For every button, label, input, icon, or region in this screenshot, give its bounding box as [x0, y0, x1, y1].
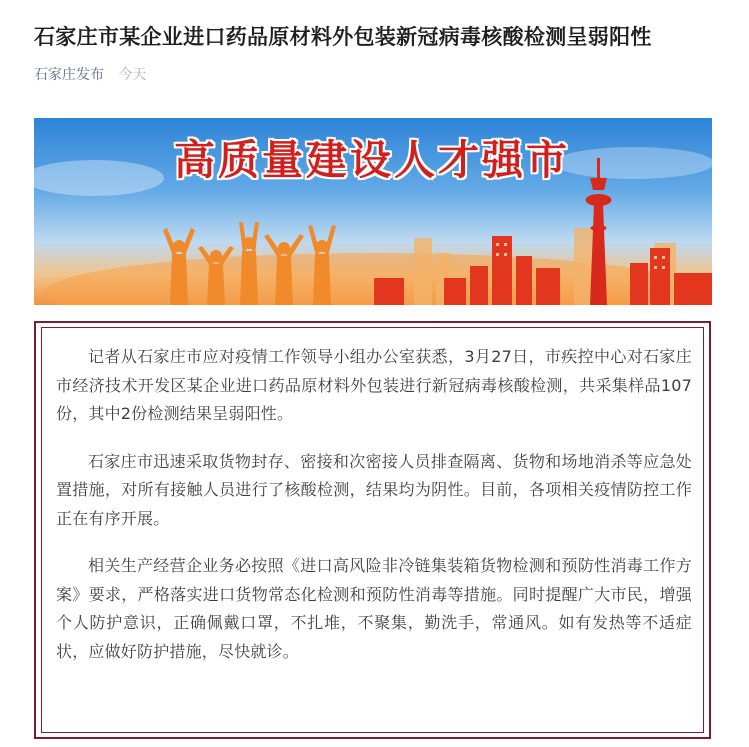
- paragraph-2: 石家庄市迅速采取货物封存、密接和次密接人员排查隔离、货物和场地消杀等应急处置措施，对所有接触人员进行了核酸检测，结果均为阴性。目前，各项相关疫情防控工作正在有序开展。: [56, 451, 692, 528]
- article-body: [56, 343, 692, 685]
- paragraph-1: 记者从石家庄市应对疫情工作领导小组办公室获悉，3月27日，市疾控中心对石家庄市经济技术开发区某企业进口药品原材料外包装进行新冠病毒核酸检测，共采集样品107份，其中2份检测结果呈弱阳性。: [56, 347, 692, 423]
- author-link[interactable]: 石家庄发布: [34, 67, 104, 83]
- banner-image: [34, 118, 712, 305]
- publish-date: 今天: [118, 67, 147, 83]
- article-title: 石家庄市某企业进口药品原材料外包装新冠病毒核酸检测呈弱阳性: [34, 25, 652, 49]
- paragraph-3: 相关生产经营企业务必按照《进口高风险非冷链集装箱货物检测和预防性消毒工作方案》要求，严格落实进口货物常态化检测和预防性消毒等措施。同时提醒广大市民，增强个人防护意识，正确佩戴口罩，不扎堆，不聚集，勤洗手，常通风。如有发热等不适症状，应做好防护措施，尽快就诊。: [56, 556, 692, 661]
- article-meta: [34, 66, 146, 84]
- banner-slogan: 高质量建设人才强市: [174, 136, 570, 184]
